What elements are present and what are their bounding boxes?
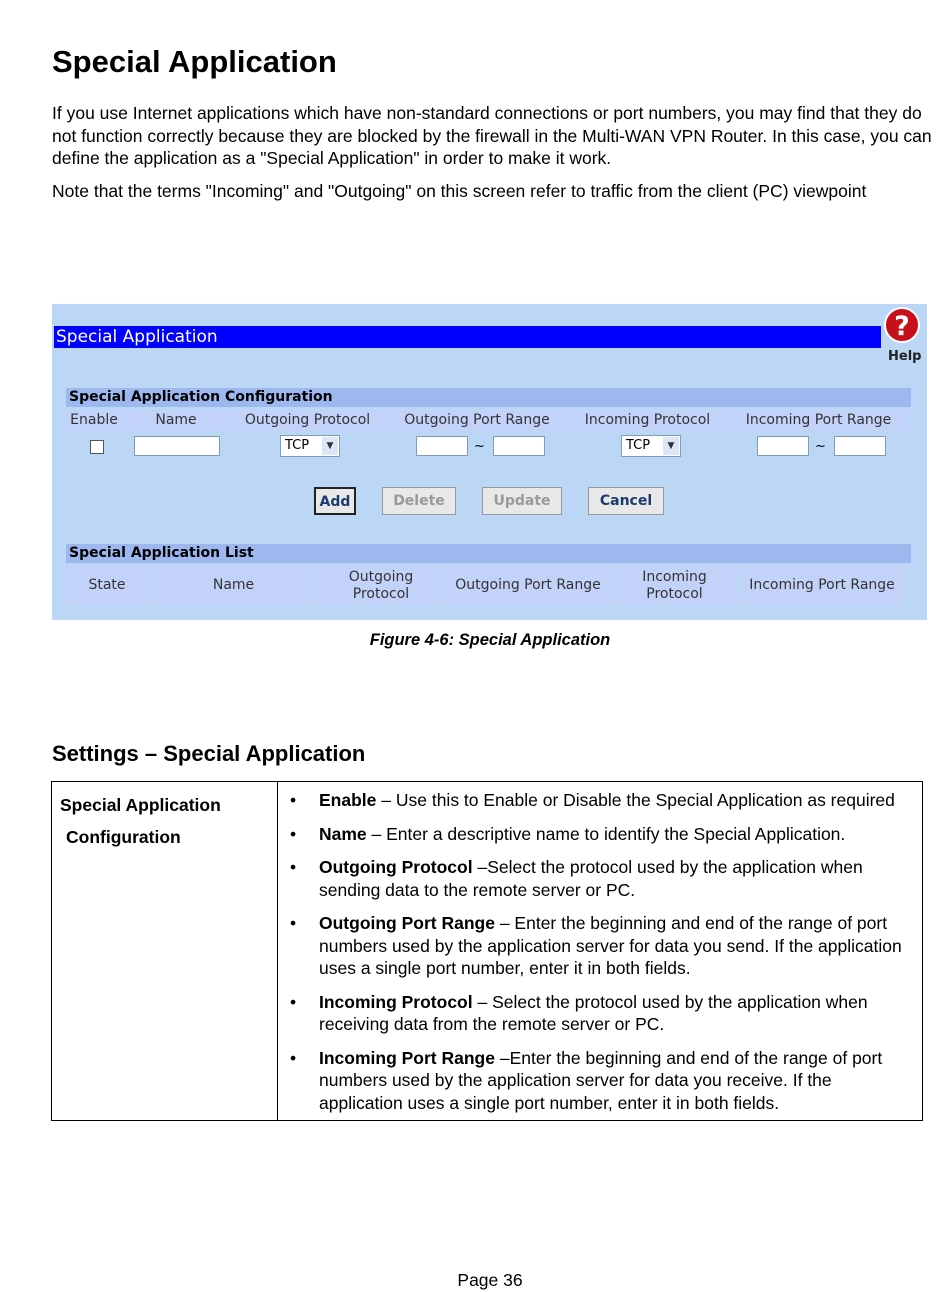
list-item [286, 1047, 910, 1115]
list-item [286, 789, 910, 812]
item-term: Outgoing Protocol [319, 857, 473, 877]
outgoing-range-separator: ~ [474, 439, 485, 454]
incoming-range-separator: ~ [815, 439, 826, 454]
chevron-down-icon: ▼ [663, 437, 679, 455]
settings-table [51, 781, 923, 1121]
col-outgoing-port-range: Outgoing Port Range [388, 410, 566, 431]
incoming-port-start-input[interactable] [757, 436, 809, 456]
config-section-heading: Special Application Configuration [66, 388, 911, 407]
intro-paragraph-2: Note that the terms "Incoming" and "Outgoing" on this screen refer to traffic from the client (PC) viewpoint [52, 181, 867, 201]
col-outgoing-protocol: Outgoing Protocol [319, 566, 443, 605]
col-name: Name [125, 410, 227, 431]
outgoing-protocol-select[interactable] [280, 435, 340, 457]
incoming-protocol-select[interactable] [621, 435, 681, 457]
enable-checkbox[interactable] [90, 440, 104, 454]
col-outgoing-port-range: Outgoing Port Range [446, 566, 610, 605]
outgoing-port-end-input[interactable] [493, 436, 545, 456]
list-item [286, 856, 910, 901]
cancel-button[interactable]: Cancel [588, 487, 664, 515]
item-text: – Enter the beginning and end of the range of port numbers used by the application server for data you send. If the application uses a single port number, enter it in both fields. [319, 913, 902, 978]
settings-label-line-2: Configuration [66, 827, 181, 847]
help-label[interactable]: Help [888, 349, 922, 364]
figure-caption: Figure 4-6: Special Application [369, 631, 611, 649]
col-incoming-protocol: Incoming Protocol [613, 566, 736, 605]
list-section-heading: Special Application List [66, 544, 911, 563]
item-text: –Enter the beginning and end of the range of port numbers used by the application server for data you receive. If the application uses a single port number, enter it in both fields. [319, 1047, 883, 1113]
list-item [286, 991, 910, 1036]
item-term: Enable [319, 790, 377, 810]
settings-label-cell [52, 782, 278, 1121]
incoming-protocol-value: TCP [626, 438, 651, 453]
add-button[interactable]: Add [314, 487, 356, 515]
settings-label-line-1: Special Application [60, 795, 221, 815]
settings-description-cell [278, 782, 923, 1121]
help-icon[interactable]: ? [884, 307, 920, 343]
item-text: –Select the protocol used by the application when sending data to the remote server or PC. [319, 857, 863, 900]
list-column-headers [66, 566, 905, 605]
special-application-screenshot [52, 304, 927, 620]
incoming-port-end-input[interactable] [834, 436, 886, 456]
list-item [286, 823, 910, 846]
settings-title: Settings – Special Application [52, 741, 366, 766]
list-item [286, 912, 910, 980]
col-incoming-protocol: Incoming Protocol [569, 410, 726, 431]
col-enable: Enable [66, 410, 122, 431]
item-term: Incoming Port Range [319, 1047, 495, 1068]
item-term: Name [319, 823, 367, 844]
col-incoming-port-range: Incoming Port Range [739, 566, 905, 605]
col-outgoing-protocol: Outgoing Protocol [230, 410, 385, 431]
outgoing-protocol-value: TCP [285, 438, 310, 453]
outgoing-port-start-input[interactable] [416, 436, 468, 456]
col-name: Name [151, 566, 316, 605]
intro-paragraph-1: If you use Internet applications which have non-standard connections or port numbers, you may find that they do not function correctly because they are blocked by the firewall in the Multi-WAN VPN Router. In this case, you can define the application as a "Special Application" in order to make it work. [52, 103, 932, 168]
page-number: Page 36 [457, 1270, 523, 1290]
settings-bullet-list [286, 789, 910, 1114]
screen-title-bar: Special Application [54, 326, 881, 348]
name-input[interactable] [134, 436, 220, 456]
item-text: – Enter a descriptive name to identify the Special Application. [366, 823, 846, 844]
update-button[interactable]: Update [482, 487, 562, 515]
item-term: Incoming Protocol [319, 991, 473, 1012]
chevron-down-icon: ▼ [322, 437, 338, 455]
item-text: – Use this to Enable or Disable the Special Application as required [376, 790, 895, 810]
item-text: – Select the protocol used by the application when receiving data from the remote server or PC. [319, 991, 868, 1034]
config-column-headers [66, 410, 908, 431]
item-term: Outgoing Port Range [319, 913, 495, 933]
col-incoming-port-range: Incoming Port Range [729, 410, 908, 431]
page-title: Special Application [52, 44, 337, 79]
col-state: State [66, 566, 148, 605]
delete-button[interactable]: Delete [382, 487, 456, 515]
